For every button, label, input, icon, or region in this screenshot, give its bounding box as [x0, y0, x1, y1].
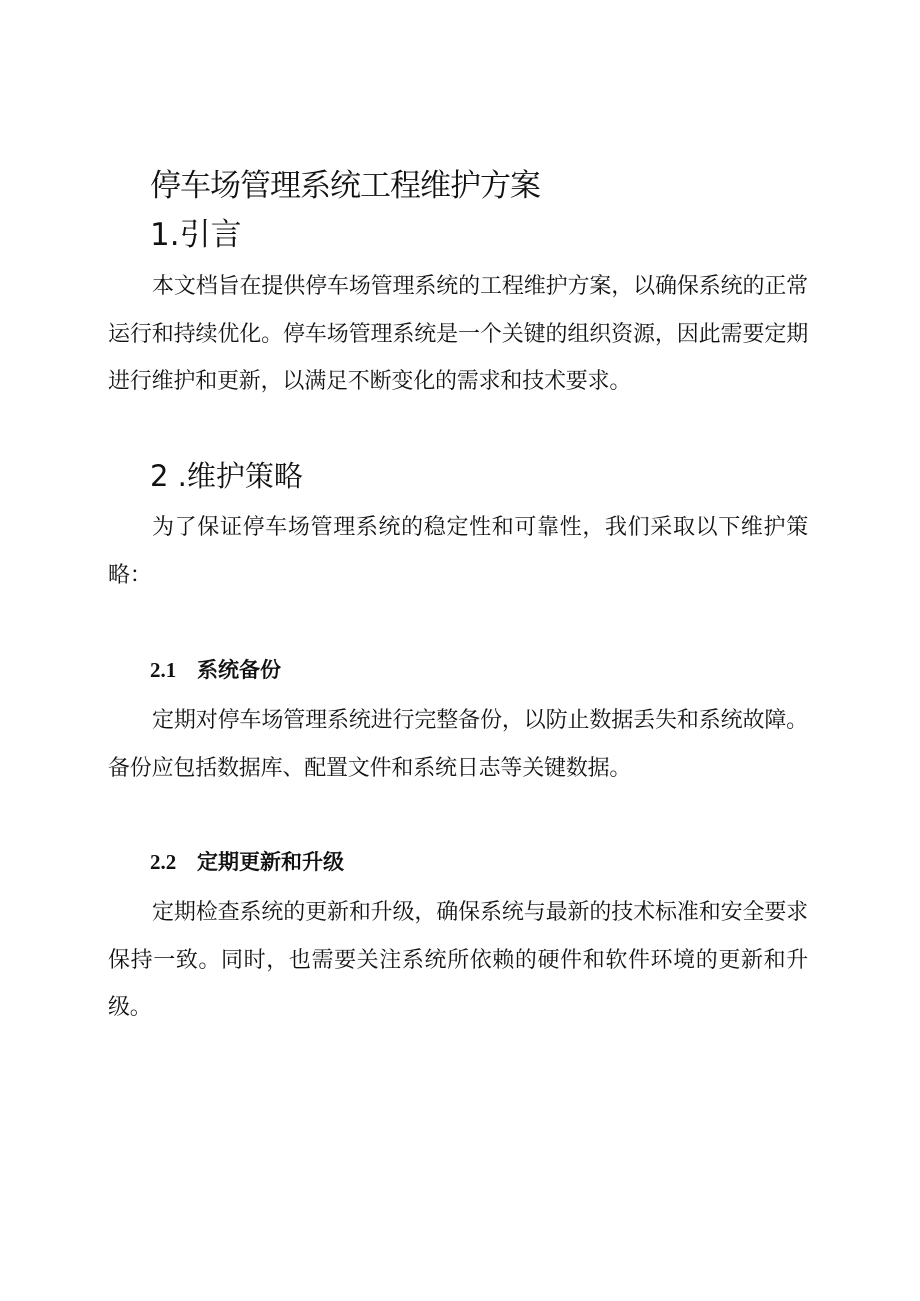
subsection-title: 定期更新和升级 — [197, 850, 344, 874]
updates-upgrades-paragraph: 定期检查系统的更新和升级，确保系统与最新的技术标准和安全要求保持一致。同时，也需要关注系统所依赖的硬件和软件环境的更新和升级。 — [108, 900, 808, 1020]
system-backup-paragraph: 定期对停车场管理系统进行完整备份，以防止数据丢失和系统故障。备份应包括数据库、配置文件和系统日志等关键数据。 — [108, 708, 808, 781]
subsection-title: 系统备份 — [197, 658, 281, 682]
introduction-paragraph: 本文档旨在提供停车场管理系统的工程维护方案，以确保系统的正常运行和持续优化。停车场管理系统是一个关键的组织资源，因此需要定期进行维护和更新，以满足不断变化的需求和技术要求。 — [108, 274, 808, 394]
section-heading-maintenance-strategy: 2 .维护策略 — [150, 459, 303, 493]
subsection-heading-system-backup — [150, 655, 281, 685]
section-heading-introduction: 1.引言 — [150, 217, 242, 253]
subsection-heading-updates-upgrades — [150, 847, 344, 877]
document-title: 停车场管理系统工程维护方案 — [150, 168, 540, 204]
subsection-number: 2.2 — [150, 850, 177, 874]
maintenance-strategy-paragraph: 为了保证停车场管理系统的稳定性和可靠性，我们采取以下维护策略： — [108, 515, 808, 588]
subsection-number: 2.1 — [150, 658, 177, 682]
